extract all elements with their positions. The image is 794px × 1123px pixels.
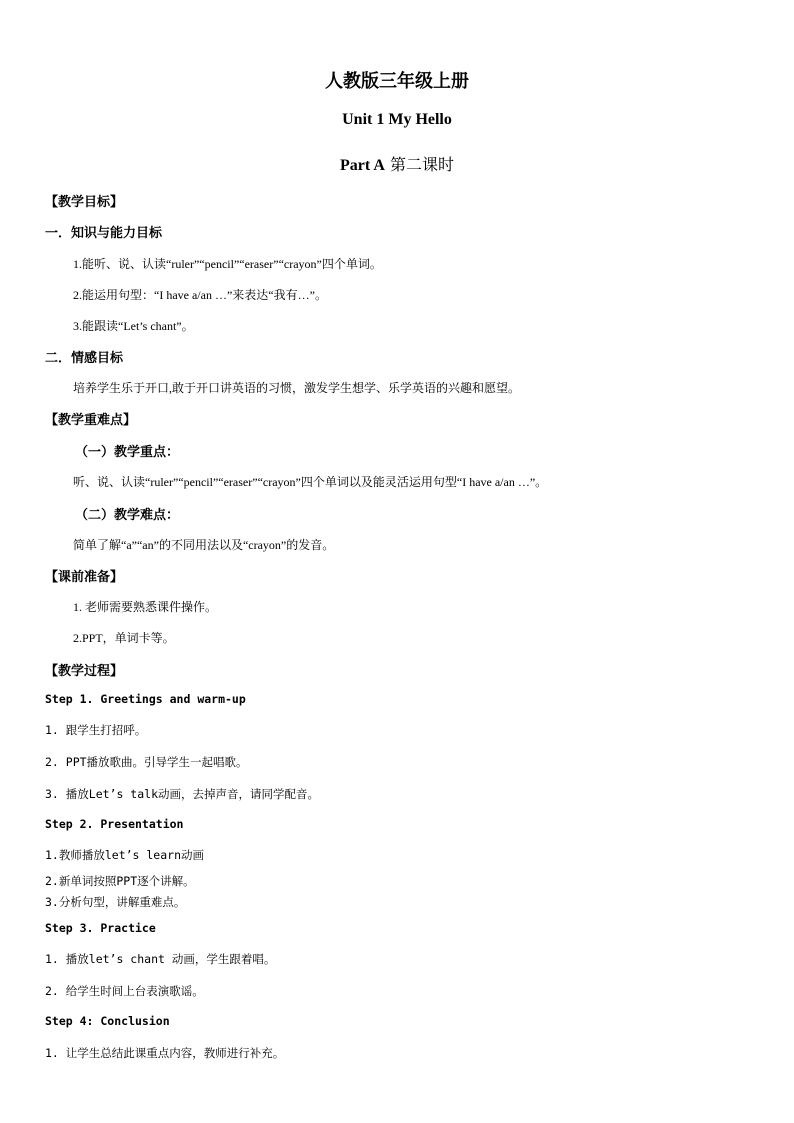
emotion-text: 培养学生乐于开口,敢于开口讲英语的习惯，激发学生想学、乐学英语的兴趣和愿望。: [73, 381, 521, 395]
part-label: Part A: [340, 157, 385, 174]
knowledge-heading: 一．知识与能力目标: [45, 226, 163, 241]
step1-title: Step 1. Greetings and warm-up: [45, 692, 246, 706]
key-points-heading: 【教学重难点】: [45, 413, 137, 428]
preparation-item-2: 2.PPT，单词卡等。: [73, 631, 175, 645]
focus-heading: （一）教学重点：: [75, 445, 180, 460]
preparation-heading: 【课前准备】: [45, 570, 124, 585]
step3-title: Step 3. Practice: [45, 921, 156, 935]
step2-title: Step 2. Presentation: [45, 817, 184, 831]
unit-title: Unit 1 My Hello: [342, 111, 452, 128]
goals-heading: 【教学目标】: [45, 195, 124, 210]
difficulty-text: 简单了解“a”“an”的不同用法以及“crayon”的发音。: [73, 538, 335, 552]
document-title: 人教版三年级上册: [325, 71, 469, 92]
step3-item-2: 2. 给学生时间上台表演歌谣。: [45, 984, 204, 998]
step1-item-2: 2. PPT播放歌曲。引导学生一起唱歌。: [45, 755, 248, 769]
goal-item-3: 3.能跟读“Let’s chant”。: [73, 319, 194, 333]
focus-text: 听、说、认读“ruler”“pencil”“eraser”“crayon”四个单词以及能灵活运用句型“I have a/an …”。: [73, 475, 548, 489]
difficulty-heading: （二）教学难点：: [75, 508, 180, 523]
emotion-heading: 二．情感目标: [45, 351, 124, 366]
step2-item-2: 2.新单词按照PPT逐个讲解。: [45, 874, 195, 888]
goal-item-1: 1.能听、说、认读“ruler”“pencil”“eraser”“crayon”四个单词。: [73, 257, 382, 271]
step1-item-1: 1. 跟学生打招呼。: [45, 723, 147, 737]
step4-title: Step 4: Conclusion: [45, 1014, 170, 1028]
part-rest: 第二课时: [384, 155, 454, 174]
process-heading: 【教学过程】: [45, 664, 124, 679]
preparation-item-1: 1. 老师需要熟悉课件操作。: [73, 600, 218, 614]
goal-item-2: 2.能运用句型：“I have a/an …”来表达“我有…”。: [73, 288, 327, 302]
part-title: [0, 152, 794, 175]
step3-item-1: 1. 播放let’s chant 动画，学生跟着唱。: [45, 952, 276, 966]
step2-item-3: 3.分析句型，讲解重难点。: [45, 895, 186, 909]
step1-item-3: 3. 播放Let’s talk动画，去掉声音，请同学配音。: [45, 787, 320, 801]
step2-item-1: 1.教师播放let’s learn动画: [45, 848, 205, 862]
step4-item-1: 1. 让学生总结此课重点内容，教师进行补充。: [45, 1046, 285, 1060]
